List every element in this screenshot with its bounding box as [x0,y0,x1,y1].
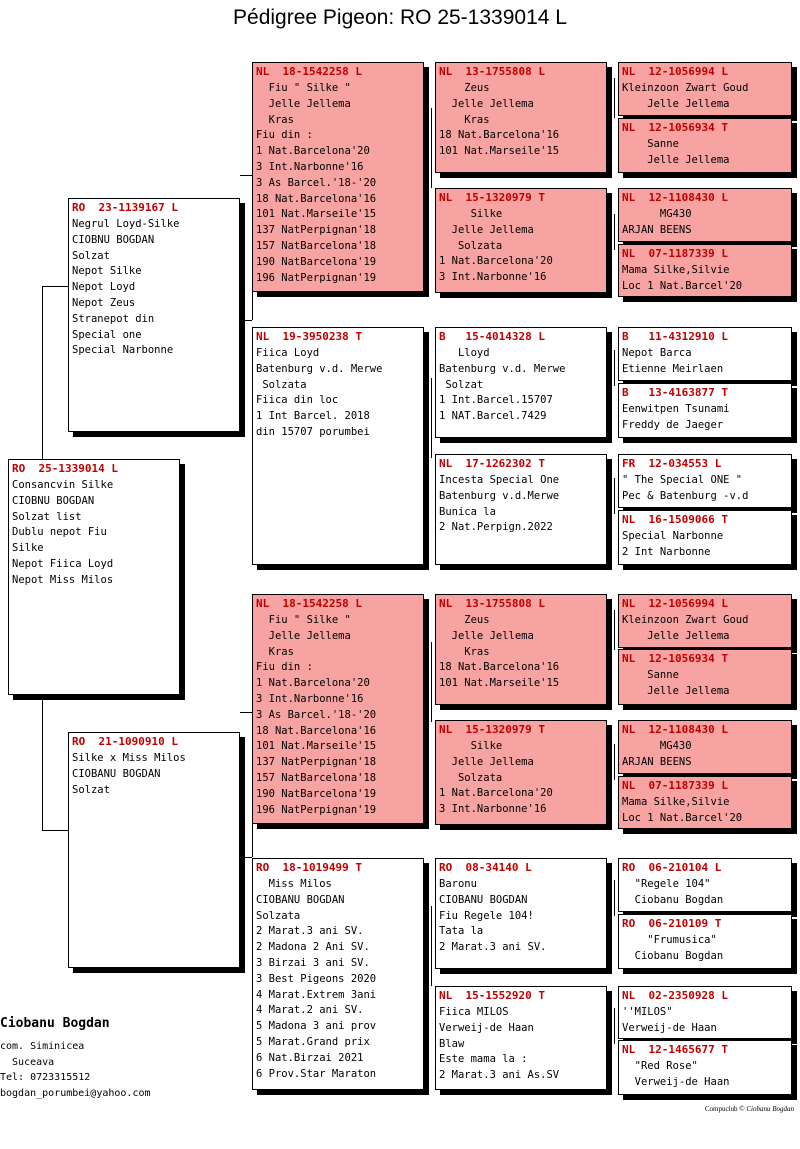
gen5-card [618,327,792,381]
gen4-card [435,858,607,969]
gen5-card [618,594,792,648]
info-line: Jelle Jellema [622,684,730,697]
info-line: Consancvin Silke [12,479,114,491]
ring-number: NL 07-1187339 L [622,779,728,792]
gen4-card [435,188,607,293]
info-line: 3 Int.Narbonne'16 [256,692,364,705]
info-line: 196 NatPerpignan'19 [256,271,377,284]
info-line: Jelle Jellema [622,629,730,642]
ring-number: B 13-4163877 T [622,386,728,399]
connector [614,478,615,514]
ring-number: RO 25-1339014 L [12,462,118,475]
info-line: 2 Int Narbonne [622,545,711,558]
info-line: 137 NatPerpignan'18 [256,224,377,237]
connector [614,610,615,650]
info-line: 18 Nat.Barcelona'16 [256,192,377,205]
info-line: 18 Nat.Barcelona'16 [439,661,560,674]
info-line: 2 Nat.Perpign.2022 [439,521,553,534]
info-line: 137 NatPerpignan'18 [256,756,377,769]
ring-number: NL 02-2350928 L [622,989,728,1002]
software-credit [705,1105,794,1113]
owner-info [0,1016,151,1101]
info-line: Fiu din : [256,661,313,674]
ring-number: NL 07-1187339 L [622,247,728,260]
info-line: Kleinzoon Zwart Goud [622,82,749,94]
info-line: Batenburg v.d. Merwe [256,362,383,375]
info-line: Solzat [72,783,110,796]
credit-author: Ciobanu Bogdan [746,1105,794,1113]
info-line: 6 Prov.Star Maraton [256,1067,377,1080]
ring-number: NL 13-1755808 L [439,597,545,610]
connector [431,642,432,722]
connector [614,1008,615,1044]
info-line: 1 Nat.Barcelona'20 [439,255,553,268]
info-line: CIOBANU BOGDAN [439,893,528,906]
info-line: Dublu nepot Fiu [12,526,107,539]
info-line: Fiu " Silke " [256,82,351,94]
info-line: Pec & Batenburg -v.d [622,489,749,502]
connector [614,880,615,916]
info-line: MG430 [622,208,692,220]
info-line: 157 NatBarcelona'18 [256,239,377,252]
connector [431,378,432,458]
ring-number: NL 12-1056934 T [622,652,728,665]
connector [240,175,252,176]
info-line: Incesta Special One [439,474,560,486]
gen5-card [618,986,792,1039]
info-line: Jelle Jellema [622,153,730,166]
info-line: 2 Madona 2 Ani SV. [256,941,370,954]
info-line: 101 Nat.Marseile'15 [439,145,560,158]
info-line: Batenburg v.d.Merwe [439,489,560,502]
info-line: Nepot Miss Milos [12,573,114,586]
info-line: Solzata [256,378,307,391]
grandsire-card [252,594,424,824]
ring-number: NL 12-1465677 T [622,1043,728,1056]
ring-number: RO 06-210109 T [622,917,722,930]
info-line: Jelle Jellema [622,97,730,110]
info-line: Loc 1 Nat.Barcel'20 [622,279,743,292]
ring-number: NL 18-1542258 L [256,597,362,610]
info-line: 18 Nat.Barcelona'16 [256,724,377,737]
gen5-card [618,914,792,969]
info-line: Jelle Jellema [256,629,351,642]
gen4-card [435,327,607,438]
gen4-card [435,594,607,705]
info-line: Solzat [72,249,110,262]
info-line: Kras [439,113,490,126]
ring-number: B 15-4014328 L [439,330,545,343]
info-line: Kras [256,645,294,658]
info-line: Freddy de Jaeger [622,418,724,431]
granddam-card [252,327,424,565]
info-line: Miss Milos [256,878,332,890]
info-line: Silke [12,542,44,555]
info-line: Batenburg v.d. Merwe [439,362,566,375]
ring-number: NL 15-1320979 T [439,191,545,204]
granddam-card [252,858,424,1090]
owner-city: Suceava [0,1056,55,1068]
ring-number: NL 12-1108430 L [622,191,728,204]
page-title: Pédigree Pigeon: RO 25-1339014 L [233,6,567,29]
ring-number: RO 18-1019499 T [256,861,362,874]
info-line: Fiu " Silke " [256,614,351,626]
ring-number: FR 12-034553 L [622,457,722,470]
info-line: 1 Int Barcel. 2018 [256,410,370,423]
info-line: Sanne [622,669,679,681]
info-line: 1 Int.Barcel.15707 [439,394,553,407]
connector [614,214,615,250]
connector [42,286,69,287]
grandsire-card [252,62,424,292]
connector [431,906,432,986]
owner-address: com. Siminicea [0,1041,85,1052]
connector [431,108,432,188]
info-line: 2 Marat.3 ani SV. [439,941,547,954]
info-line: Ciobanu Bogdan [622,949,724,962]
connector [614,78,615,118]
gen5-card [618,510,792,565]
info-line: 101 Nat.Marseile'15 [439,677,560,690]
info-line: Jelle Jellema [439,629,534,642]
info-line: 3 Birzai 3 ani SV. [256,956,370,969]
ring-number: NL 16-1509066 T [622,513,728,526]
info-line: "Frumusica" [622,934,717,946]
connector [614,744,615,780]
info-line: 3 Int.Narbonne'16 [439,271,547,284]
info-line: ARJAN BEENS [622,223,692,236]
ring-number: NL 15-1552920 T [439,989,545,1002]
info-line: 1 Nat.Barcelona'20 [256,677,370,690]
info-line: Verweij-de Haan [622,1021,717,1034]
gen5-card [618,454,792,508]
info-line: Nepot Fiica Loyd [12,557,114,570]
connector [240,857,252,858]
info-line: 3 As Barcel.'18-'20 [256,708,377,721]
ring-number: RO 21-1090910 L [72,735,178,748]
info-line: 1 NAT.Barcel.7429 [439,410,547,423]
gen5-card [618,118,792,173]
ring-number: NL 12-1056934 T [622,121,728,134]
info-line: Nepot Silke [72,265,142,278]
info-line: Solzata [439,239,503,252]
info-line: Special Narbonne [72,344,174,357]
ring-number: RO 23-1139167 L [72,201,178,214]
ring-number: NL 18-1542258 L [256,65,362,78]
info-line: 2 Marat.3 ani SV. [256,925,364,938]
ring-number: NL 12-1108430 L [622,723,728,736]
connector [240,320,252,321]
info-line: CIOBNU BOGDAN [12,494,95,507]
info-line: Fiu Regele 104! [439,909,534,922]
connector [42,700,43,830]
info-line: 5 Madona 3 ani prov [256,1020,377,1033]
info-line: Solzat [439,378,484,391]
owner-phone: Tel: 0723315512 [0,1072,91,1083]
info-line: Baronu [439,878,477,890]
subject-pigeon-card [8,459,180,695]
info-line: Special one [72,328,142,341]
info-line: Solzat list [12,510,82,523]
gen5-card [618,858,792,912]
info-line: din 15707 porumbei [256,425,370,438]
owner-email: bogdan_porumbei@yahoo.com [0,1087,151,1099]
ring-number: NL 17-1262302 T [439,457,545,470]
info-line: Loc 1 Nat.Barcel'20 [622,811,743,824]
info-line: Nepot Barca [622,347,692,359]
info-line: Blaw [439,1037,465,1050]
father-pigeon-card [68,198,240,432]
info-line: 196 NatPerpignan'19 [256,803,377,816]
info-line: Kras [256,113,294,126]
gen5-card [618,649,792,705]
info-line: 190 NatBarcelona'19 [256,255,377,268]
info-line: Lloyd [439,347,490,359]
info-line: 18 Nat.Barcelona'16 [439,129,560,142]
info-line: Nepot Loyd [72,281,136,294]
info-line: ''MILOS" [622,1006,673,1018]
info-line: Silke x Miss Milos [72,752,186,764]
ring-number: RO 06-210104 L [622,861,722,874]
info-line: 3 As Barcel.'18-'20 [256,176,377,189]
info-line: 3 Best Pigeons 2020 [256,972,377,985]
info-line: 101 Nat.Marseile'15 [256,208,377,221]
info-line: 101 Nat.Marseile'15 [256,740,377,753]
connector [42,830,69,831]
info-line: Verweij-de Haan [622,1075,730,1088]
info-line: MG430 [622,740,692,752]
info-line: " The Special ONE " [622,474,743,486]
info-line: "Red Rose" [622,1060,698,1072]
info-line: 190 NatBarcelona'19 [256,787,377,800]
info-line: Mama Silke,Silvie [622,796,730,808]
info-line: Jelle Jellema [256,97,351,110]
gen4-card [435,62,607,173]
info-line: Jelle Jellema [439,755,534,768]
info-line: Este mama la : [439,1053,528,1066]
info-line: Stranepot din [72,312,155,325]
info-line: Fiu din : [256,129,313,142]
gen5-card [618,776,792,829]
ring-number: NL 13-1755808 L [439,65,545,78]
info-line: 6 Nat.Birzai 2021 [256,1051,364,1064]
info-line: Fiica MILOS [439,1006,509,1018]
info-line: 1 Nat.Barcelona'20 [439,787,553,800]
info-line: CIOBANU BOGDAN [256,893,345,906]
info-line: Verweij-de Haan [439,1021,534,1034]
gen5-card [618,720,792,774]
info-line: Special Narbonne [622,530,724,542]
owner-name: Ciobanu Bogdan [0,1016,110,1031]
info-line: ARJAN BEENS [622,755,692,768]
info-line: Negrul Loyd-Silke [72,218,180,230]
connector [42,286,43,459]
info-line: Sanne [622,138,679,150]
info-line: Fiica din loc [256,394,339,407]
info-line: Silke [439,740,503,752]
ring-number: RO 08-34140 L [439,861,532,874]
info-line: 5 Marat.Grand prix [256,1035,370,1048]
ring-number: NL 19-3950238 T [256,330,362,343]
info-line: Jelle Jellema [439,97,534,110]
info-line: 1 Nat.Barcelona'20 [256,145,370,158]
ring-number: NL 12-1056994 L [622,65,728,78]
ring-number: NL 12-1056994 L [622,597,728,610]
info-line: Ciobanu Bogdan [622,893,724,906]
info-line: Etienne Meirlaen [622,362,724,375]
info-line: "Regele 104" [622,878,711,890]
info-line: Mama Silke,Silvie [622,264,730,276]
info-line: 4 Marat.2 ani SV. [256,1004,364,1017]
connector [240,712,252,713]
gen5-card [618,62,792,116]
info-line: 157 NatBarcelona'18 [256,771,377,784]
ring-number: NL 15-1320979 T [439,723,545,736]
info-line: Bunica la [439,505,496,518]
mother-pigeon-card [68,732,240,968]
gen5-card [618,188,792,242]
info-line: Tata la [439,925,484,938]
gen5-card [618,383,792,438]
gen4-card [435,454,607,565]
info-line: 3 Int.Narbonne'16 [256,160,364,173]
info-line: Zeus [439,82,490,94]
credit-brand: Compuclub © [704,1105,745,1113]
gen5-card [618,1040,792,1095]
info-line: Nepot Zeus [72,296,136,309]
gen5-card [618,244,792,297]
info-line: Kras [439,645,490,658]
info-line: Solzata [256,909,301,922]
info-line: Eenwitpen Tsunami [622,403,730,415]
ring-number: B 11-4312910 L [622,330,728,343]
connector [614,350,615,386]
info-line: CIOBANU BOGDAN [72,767,161,780]
gen4-card [435,986,607,1090]
info-line: Fiica Loyd [256,347,320,359]
info-line: Kleinzoon Zwart Goud [622,614,749,626]
info-line: Zeus [439,614,490,626]
info-line: 3 Int.Narbonne'16 [439,803,547,816]
info-line: Jelle Jellema [439,223,534,236]
gen4-card [435,720,607,825]
info-line: Silke [439,208,503,220]
info-line: 4 Marat.Extrem 3ani [256,988,377,1001]
info-line: 2 Marat.3 ani As.SV [439,1069,560,1082]
info-line: CIOBNU BOGDAN [72,233,155,246]
info-line: Solzata [439,771,503,784]
